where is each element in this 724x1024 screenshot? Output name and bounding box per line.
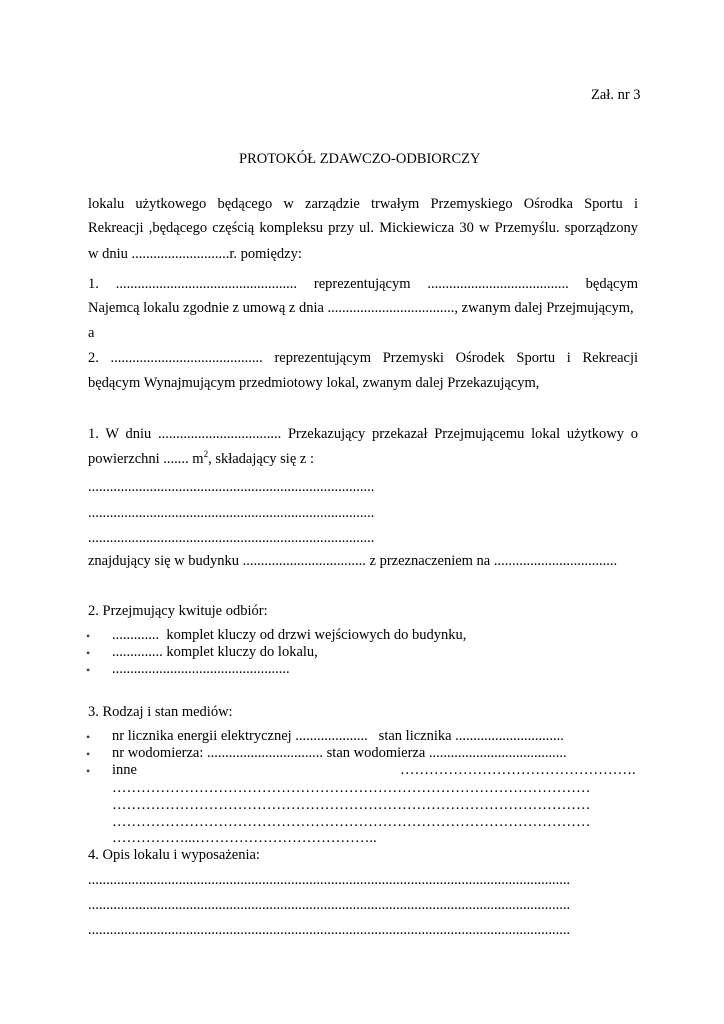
- section3-heading: 3. Rodzaj i stan mediów:: [88, 704, 233, 720]
- party-conjunction: a: [88, 325, 95, 341]
- section1-dots-1: ...............................................................................: [88, 479, 375, 495]
- attachment-label: Zał. nr 3: [591, 87, 641, 103]
- intro-line-2: Rekreacji ,będącego częścią kompleksu przy ul. Mickiewicza 30 w Przemyślu. sporządzony: [88, 220, 638, 236]
- party1-line-2: Najemcą lokalu zgodnie z umową z dnia ..................................., zwanym dalej Przejmującym,: [88, 300, 634, 316]
- party1-line-1: 1. .................................................. reprezentującym ....................................... będącym: [88, 276, 638, 292]
- section1-line-1: 1. W dniu .................................. Przekazujący przekazał Przejmującemu lokal użytkowy o: [88, 426, 638, 442]
- section3-item-1: nr licznika energii elektrycznej .................... stan licznika ..............................: [112, 728, 564, 744]
- section3-other-line-3: ………………………………………………………………………………………: [112, 814, 591, 830]
- section4-heading: 4. Opis lokalu i wyposażenia:: [88, 847, 260, 863]
- section3-other-line-1: ………………………………………………………………………………………: [112, 780, 591, 796]
- bullet-icon: •: [86, 629, 91, 643]
- section4-line-1: .....................................................................................................................................: [88, 872, 571, 888]
- party2-line-1: 2. .......................................... reprezentującym Przemyski Ośrodek Sportu i Rekreacji: [88, 350, 638, 366]
- document-title: PROTOKÓŁ ZDAWCZO-ODBIORCZY: [239, 151, 481, 167]
- bullet-icon: •: [86, 663, 91, 677]
- bullet-icon: •: [86, 764, 91, 778]
- section2-item-2: .............. komplet kluczy do lokalu,: [112, 644, 318, 660]
- section3-other-first: ………………………………………….: [400, 762, 636, 778]
- bullet-icon: •: [86, 747, 91, 761]
- section1-line-2: powierzchni ....... $m^2$, składający się z :: [88, 449, 314, 467]
- intro-line-1: lokalu użytkowego będącego w zarządzie trwałym Przemyskiego Ośrodka Sportu i: [88, 196, 638, 212]
- section2-item-1: ............. komplet kluczy od drzwi wejściowych do budynku,: [112, 627, 467, 643]
- section1-dots-3: ...............................................................................: [88, 530, 375, 546]
- section2-heading: 2. Przejmujący kwituje odbiór:: [88, 603, 268, 619]
- party2-line-2: będącym Wynajmującym przedmiotowy lokal, zwanym dalej Przekazującym,: [88, 375, 540, 391]
- section3-item-3: inne: [112, 762, 137, 778]
- section3-other-line-2: ………………………………………………………………………………………: [112, 797, 591, 813]
- section4-line-3: .....................................................................................................................................: [88, 922, 571, 938]
- section3-item-2: nr wodomierza: ................................ stan wodomierza ......................................: [112, 745, 567, 761]
- section1-location: znajdujący się w budynku .................................. z przeznaczeniem na ..................................: [88, 553, 618, 569]
- section3-other-line-4: ……………...………………………………..: [112, 830, 377, 846]
- intro-line-3: w dniu ...........................r. pomiędzy:: [88, 246, 302, 262]
- bullet-icon: •: [86, 730, 91, 744]
- section4-line-2: .....................................................................................................................................: [88, 897, 571, 913]
- section1-dots-2: ...............................................................................: [88, 505, 375, 521]
- bullet-icon: •: [86, 646, 91, 660]
- section2-item-3: .................................................: [112, 661, 290, 677]
